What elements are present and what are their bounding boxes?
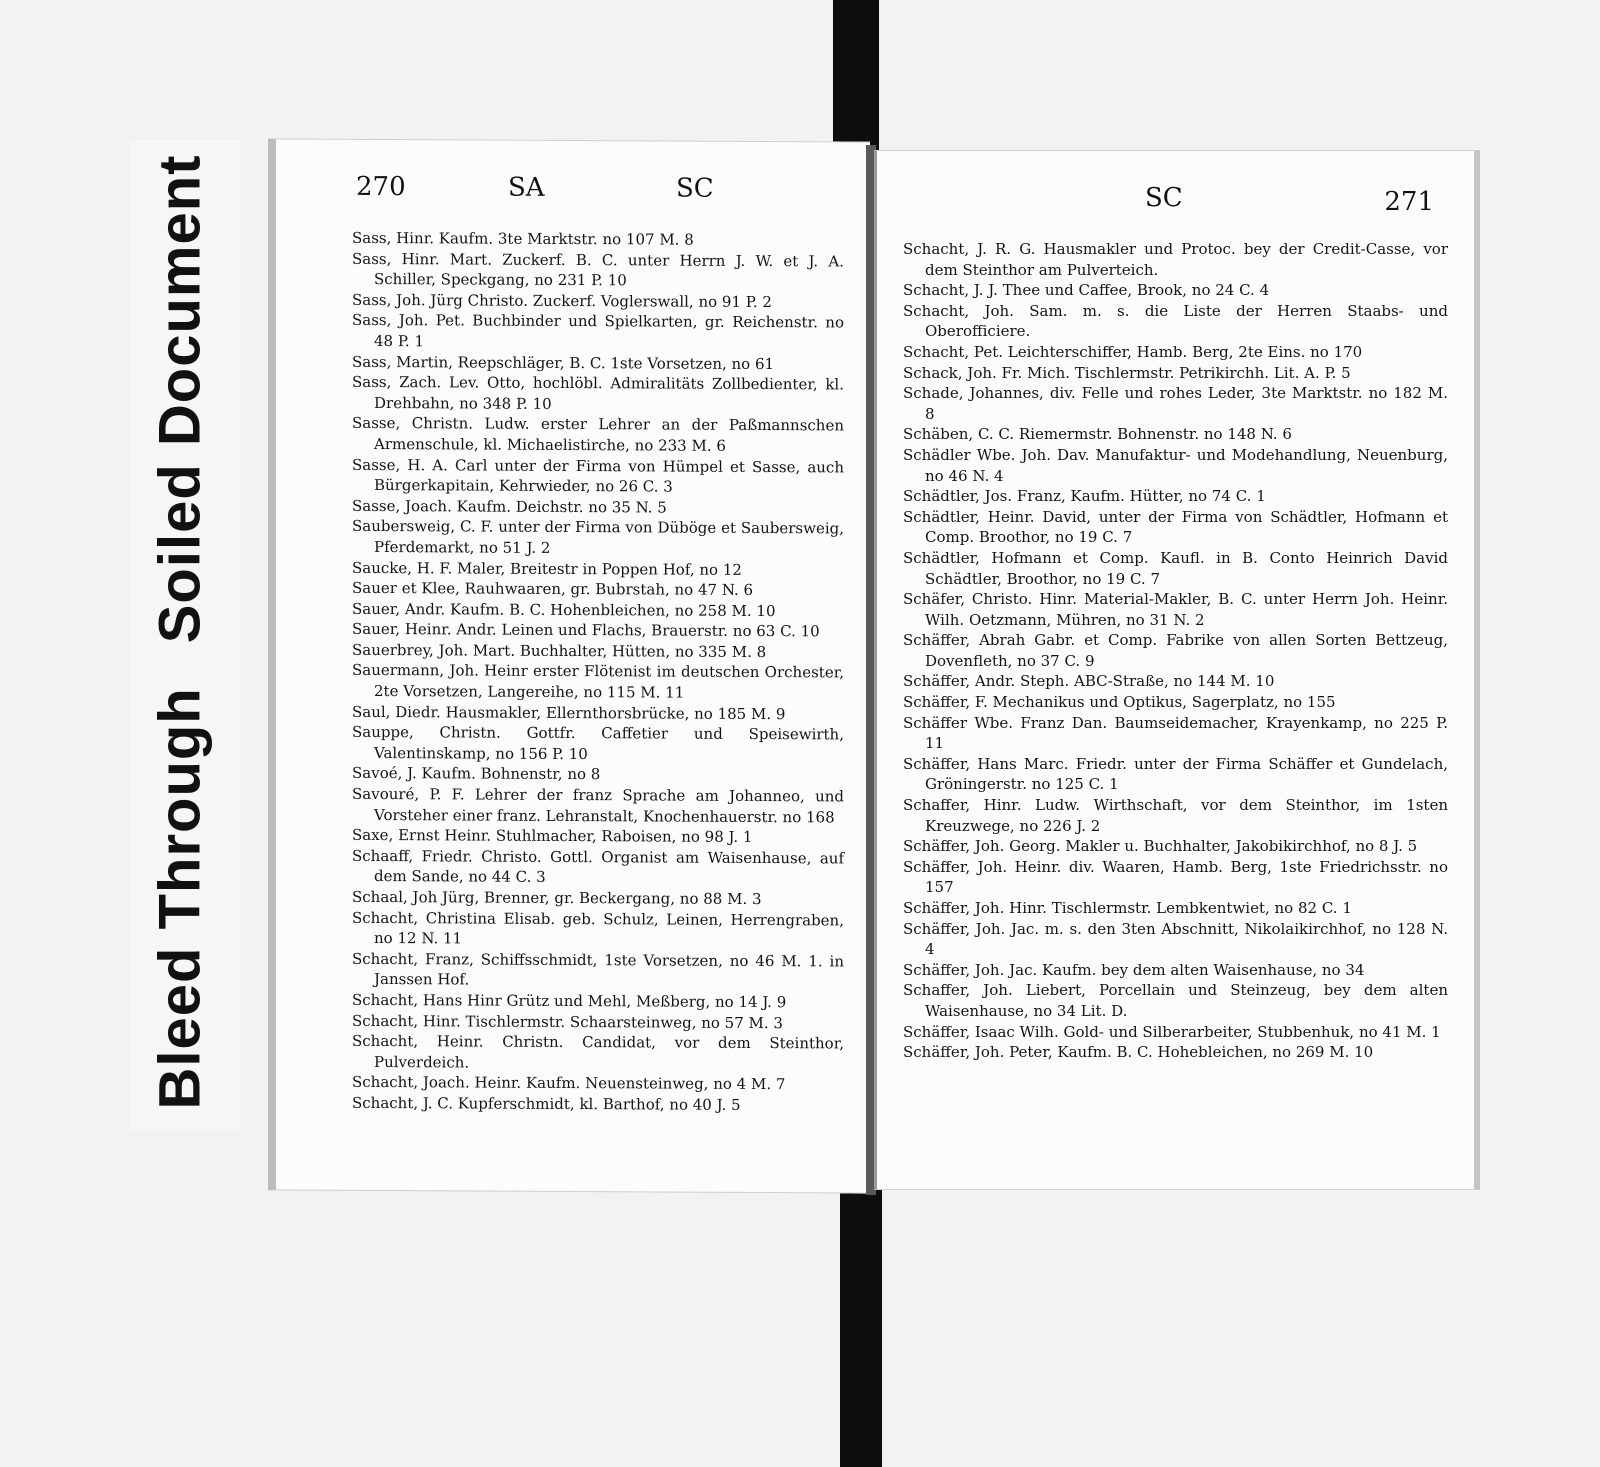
left-page: [268, 138, 870, 1193]
side-label-soiled-document: Soiled Document: [147, 154, 213, 644]
directory-entry: Sass, Joh. Jürg Christo. Zuckerf. Voglerswall, no 91 P. 2: [352, 290, 772, 311]
page-number-left: 270: [356, 171, 406, 203]
directory-entry: Sauer, Andr. Kaufm. B. C. Hohenbleichen, no 258 M. 10: [352, 599, 776, 620]
directory-entry: Sasse, Joach. Kaufm. Deichstr. no 35 N. 5: [352, 496, 667, 517]
directory-entry: Schacht, Franz, Schiffsschmidt, 1ste Vorsetzen, no 46 M. 1. in Janssen Hof.: [352, 949, 844, 989]
directory-entry: Saucke, H. F. Maler, Breitestr in Poppen Hof, no 12: [352, 558, 742, 579]
directory-entry: Schäffer Wbe. Franz Dan. Baumseidemacher, Krayenkamp, no 225 P. 11: [903, 713, 1448, 753]
directory-entry: Schaffer, Hinr. Ludw. Wirthschaft, vor dem Steinthor, im 1sten Kreuzwege, no 226 J. 2: [903, 796, 1448, 835]
directory-entry: Schaffer, Joh. Liebert, Porcellain und Steinzeug, bey dem alten Waisenhause, no 34 Lit. D.: [903, 981, 1448, 1020]
directory-entry: Schäffer, Abrah Gabr. et Comp. Fabrike von allen Sorten Bettzeug, Dovenfleth, no 37 C. 9: [903, 631, 1448, 670]
directory-entry: Sasse, Christn. Ludw. erster Lehrer an der Paßmannschen Armenschule, kl. Michaelistirche, no 233 M. 6: [352, 414, 844, 455]
directory-entry: Schäffer, Joh. Jac. m. s. den 3ten Abschnitt, Nikolaikirchhof, no 128 N. 4: [903, 919, 1448, 959]
directory-entry: Schacht, Christina Elisab. geb. Schulz, Leinen, Herrengraben, no 12 N. 11: [352, 908, 844, 948]
directory-entry: Schacht, Hinr. Tischlermstr. Schaarsteinweg, no 57 M. 3: [352, 1011, 783, 1032]
directory-entry: Schacht, Heinr. Christn. Candidat, vor dem Steinthor, Pulverdeich.: [352, 1032, 844, 1072]
right-page: [874, 150, 1480, 1190]
directory-entry: Saul, Diedr. Hausmakler, Ellernthorsbrücke, no 185 M. 9: [352, 702, 786, 723]
directory-entry: Schacht, Joach. Heinr. Kaufm. Neuensteinweg, no 4 M. 7: [352, 1073, 786, 1094]
directory-entry: Sauer et Klee, Rauhwaaren, gr. Bubrstah, no 47 N. 6: [352, 578, 754, 600]
directory-entry: Schäfer, Christo. Hinr. Material-Makler, B. C. unter Herrn Joh. Heinr. Wilh. Oetzmann, Mühren, no 31 N. 2: [903, 590, 1448, 629]
directory-entry: Sass, Martin, Reepschläger, B. C. 1ste Vorsetzen, no 61: [352, 352, 775, 373]
directory-entry: Schäffer, Isaac Wilh. Gold- und Silberarbeiter, Stubbenhuk, no 41 M. 1: [903, 1022, 1441, 1041]
directory-entry: Schäffer, Andr. Steph. ABC-Straße, no 144 M. 10: [903, 672, 1275, 691]
directory-entry: Schäffer, Joh. Peter, Kaufm. B. C. Hohebleichen, no 269 M. 10: [903, 1043, 1374, 1062]
left-entry-list: [352, 228, 844, 1116]
directory-entry: Schacht, J. J. Thee und Caffee, Brook, no 24 C. 4: [903, 281, 1270, 300]
directory-entry: Schädler Wbe. Joh. Dav. Manufaktur- und Modehandlung, Neuenburg, no 46 N. 4: [903, 445, 1448, 485]
directory-entry: Saubersweig, C. F. unter der Firma von Düböge et Saubersweig, Pferdemarkt, no 51 J. 2: [352, 517, 844, 557]
directory-entry: Schacht, Pet. Leichterschiffer, Hamb. Berg, 2te Eins. no 170: [903, 342, 1363, 361]
directory-entry: Sass, Hinr. Mart. Zuckerf. B. C. unter Herrn J. W. et J. A. Schiller, Speckgang, no 231 P. 10: [352, 249, 844, 290]
directory-entry: Sass, Zach. Lev. Otto, hochlöbl. Admiralitäts Zollbedienter, kl. Drehbahn, no 348 P. 10: [352, 373, 844, 413]
running-head-sc-left: SC: [676, 173, 714, 204]
right-entry-list: [903, 239, 1448, 1063]
directory-entry: Sauer, Heinr. Andr. Leinen und Flachs, Brauerstr. no 63 C. 10: [352, 620, 820, 641]
directory-entry: Schaaff, Friedr. Christo. Gottl. Organist am Waisenhause, auf dem Sande, no 44 C. 3: [352, 846, 844, 887]
directory-entry: Schäffer, Joh. Hinr. Tischlermstr. Lembkentwiet, no 82 C. 1: [903, 899, 1352, 917]
running-head-sa: SA: [508, 172, 545, 203]
directory-entry: Schacht, J. C. Kupferschmidt, kl. Barthof, no 40 J. 5: [352, 1093, 741, 1114]
side-label: [147, 155, 214, 1110]
directory-entry: Schack, Joh. Fr. Mich. Tischlermstr. Petrikirchh. Lit. A. P. 5: [903, 363, 1351, 382]
directory-entry: Schäffer, F. Mechanikus und Optikus, Sagerplatz, no 155: [903, 693, 1336, 712]
directory-entry: Schädtler, Jos. Franz, Kaufm. Hütter, no 74 C. 1: [903, 487, 1266, 506]
binding-strip-bottom: [840, 1190, 882, 1467]
directory-entry: Sauerbrey, Joh. Mart. Buchhalter, Hütten, no 335 M. 8: [352, 640, 767, 661]
directory-entry: Sauppe, Christn. Gottfr. Caffetier und Speisewirth, Valentinskamp, no 156 P. 10: [352, 723, 844, 763]
side-label-bleed-through: Bleed Through: [147, 687, 213, 1110]
directory-entry: Sass, Joh. Pet. Buchbinder und Spielkarten, gr. Reichenstr. no 48 P. 1: [352, 311, 844, 351]
directory-entry: Schäben, C. C. Riemermstr. Bohnenstr. no 148 N. 6: [903, 425, 1292, 444]
directory-entry: Schacht, Joh. Sam. m. s. die Liste der Herren Staabs- und Oberofficiere.: [903, 301, 1448, 341]
right-page-header: [877, 183, 1474, 223]
directory-entry: Schäffer, Joh. Georg. Makler u. Buchhalter, Jakobikirchhof, no 8 J. 5: [903, 837, 1418, 856]
directory-entry: Schädtler, Heinr. David, unter der Firma von Schädtler, Hofmann et Comp. Broothor, no 19 C. 7: [903, 507, 1448, 547]
directory-entry: Schädtler, Hofmann et Comp. Kaufl. in B. Conto Heinrich David Schädtler, Broothor, no 19 C. 7: [903, 548, 1448, 588]
directory-entry: Schacht, Hans Hinr Grütz und Mehl, Meßberg, no 14 J. 9: [352, 990, 787, 1012]
directory-entry: Schäffer, Hans Marc. Friedr. unter der Firma Schäffer et Gundelach, Gröningerstr. no 125 C. 1: [903, 754, 1448, 794]
directory-entry: Sass, Hinr. Kaufm. 3te Marktstr. no 107 M. 8: [352, 228, 694, 249]
directory-entry: Schaal, Joh Jürg, Brenner, gr. Beckergang, no 88 M. 3: [352, 887, 762, 909]
directory-entry: Savoé, J. Kaufm. Bohnenstr, no 8: [352, 764, 601, 784]
directory-entry: Savouré, P. F. Lehrer der franz Sprache am Johanneo, und Vorsteher einer franz. Lehranstalt, Knochenhauerstr. no 168: [352, 784, 844, 827]
left-page-header: [276, 171, 870, 214]
directory-entry: Schäffer, Joh. Jac. Kaufm. bey dem alten Waisenhause, no 34: [903, 960, 1365, 979]
running-head-sc-right: SC: [1145, 183, 1183, 213]
page-number-right: 271: [1384, 187, 1434, 217]
directory-entry: Sauermann, Joh. Heinr erster Flötenist im deutschen Orchester, 2te Vorsetzen, Langereihe, no 115 M. 11: [352, 661, 844, 702]
directory-entry: Saxe, Ernst Heinr. Stuhlmacher, Raboisen, no 98 J. 1: [352, 826, 753, 847]
directory-entry: Schade, Johannes, div. Felle und rohes Leder, 3te Marktstr. no 182 M. 8: [903, 384, 1448, 423]
directory-entry: Schäffer, Joh. Heinr. div. Waaren, Hamb. Berg, 1ste Friedrichsstr. no 157: [903, 857, 1448, 897]
directory-entry: Sasse, H. A. Carl unter der Firma von Hümpel et Sasse, auch Bürgerkapitain, Kehrwieder, no 26 C. 3: [352, 455, 844, 496]
directory-entry: Schacht, J. R. G. Hausmakler und Protoc. bey der Credit-Casse, vor dem Steinthor am Pulverteich.: [903, 240, 1448, 279]
